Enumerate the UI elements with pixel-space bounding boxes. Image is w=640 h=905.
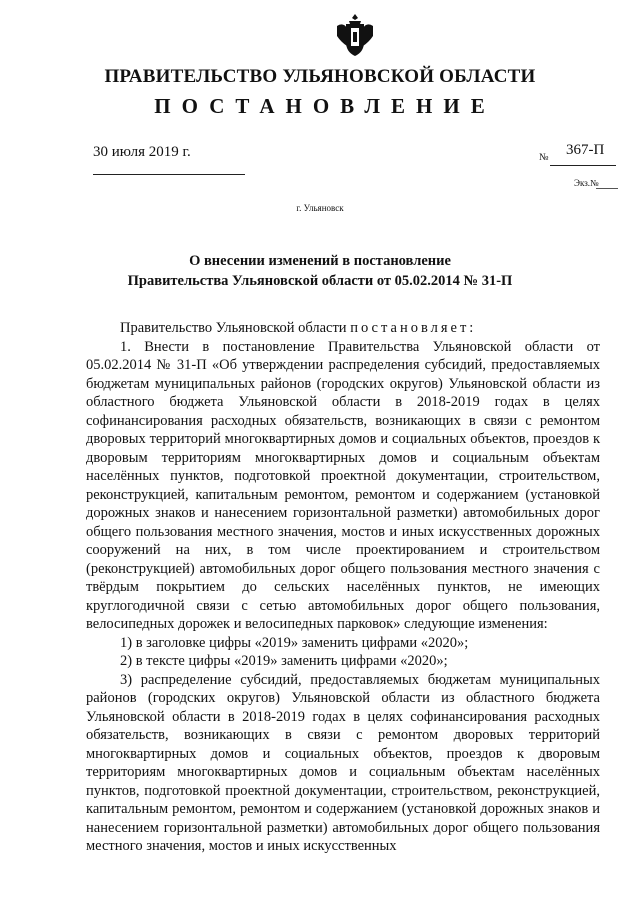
document-body	[86, 319, 600, 856]
paragraph-3: 2) в тексте цифры «2019» заменить цифрами «2020»;	[120, 653, 448, 669]
document-date: 30 июля 2019 г.	[93, 144, 191, 160]
copy-label: Экз.№	[574, 178, 599, 188]
document-type: ПОСТАНОВЛЕНИЕ	[154, 94, 496, 118]
document-number: 367-П	[566, 142, 605, 158]
government-name: ПРАВИТЕЛЬСТВО УЛЬЯНОВСКОЙ ОБЛАСТИ	[104, 66, 536, 87]
intro-verb: постановляет:	[350, 320, 477, 336]
coat-of-arms-emblem	[333, 12, 377, 58]
number-sign: №	[539, 152, 549, 163]
date-underline	[93, 174, 245, 175]
number-underline	[550, 165, 616, 166]
copy-underline	[596, 188, 618, 189]
intro-text: Правительство Ульяновской области	[120, 320, 351, 336]
city-name: г. Ульяновск	[296, 203, 344, 213]
title-line-1: О внесении изменений в постановление	[189, 253, 451, 269]
paragraph-4: 3) распределение субсидий, предоставляемых бюджетам муниципальных районов (городских округов) Ульяновской области из областного бюджета Ульяновской области в 2018-2019 годах в целях софинансирования расходных обязательств, возникающих в связи с ремонтом дворовых территорий многоквартирных домов и социальных объектов, проездов к дворовым территориям многоквартирных домов и социальным объектам населённых пунктов, подготовкой проектной документации, строительством, реконструкцией, капитальным ремонтом, ремонтом и содержанием (установкой дорожных знаков и нанесением горизонтальной разметки) автомобильных дорог общего пользования местного значения, мостов и иных искусственных	[86, 671, 600, 854]
paragraph-1: 1. Внести в постановление Правительства Ульяновской области от 05.02.2014 № 31-П «Об утверждении распределения субсидий, предоставляемых бюджетам муниципальных районов (городских округов) Ульяновской области из областного бюджета Ульяновской области в 2018-2019 годах в целях софинансирования расходных обязательств, возникающих в связи с ремонтом дворовых территорий многоквартирных домов и социальных объектов, проездов к дворовым территориям многоквартирных домов и социальным объектам населённых пунктов, подготовкой проектной документации, строительством, реконструкцией, капитальным ремонтом, ремонтом и содержанием (установкой дорожных знаков и нанесением горизонтальной разметки) автомобильных дорог общего пользования местного значения, мостов и иных искусственных дорожных сооружений на них, в том числе проектированием и строительством (реконструкцией) автомобильных дорог общего пользования местного значения с твёрдым покрытием до сельских населённых пунктов, не имеющих круглогодичной связи с сетью автомобильных дорог общего пользования, велосипедных дорожек и велосипедных парковок» следующие изменения:	[86, 338, 600, 632]
paragraph-2: 1) в заголовке цифры «2019» заменить цифрами «2020»;	[120, 634, 469, 651]
intro-paragraph	[86, 319, 600, 338]
document-title	[0, 251, 640, 291]
title-line-2: Правительства Ульяновской области от 05.02.2014 № 31-П	[127, 273, 513, 289]
